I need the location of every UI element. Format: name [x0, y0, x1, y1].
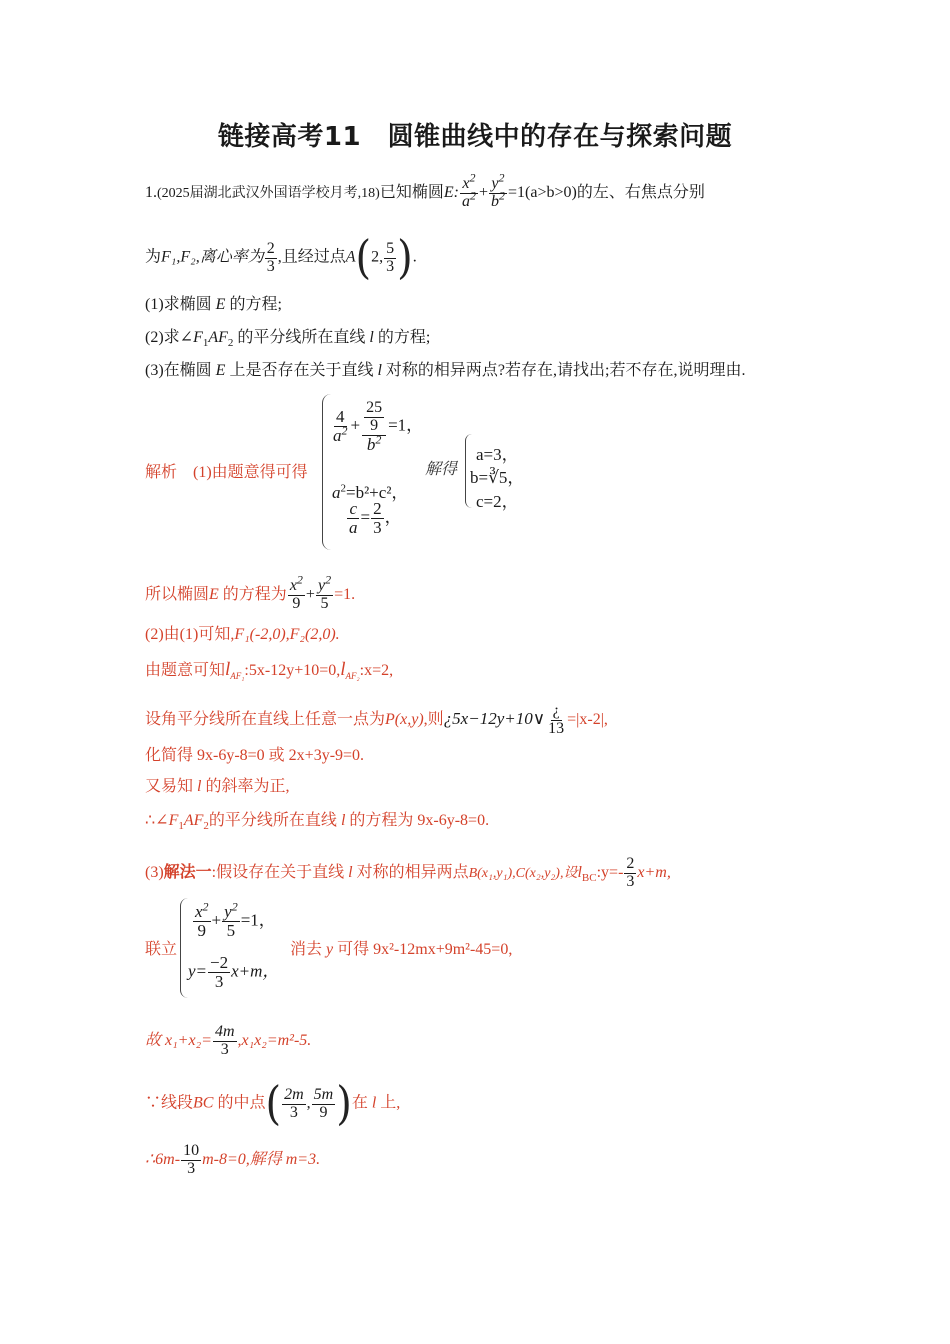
- question-2-text: (2)求∠: [145, 329, 194, 346]
- part2-slope-tail: 的斜率为正,: [205, 778, 290, 795]
- question-1-tail: 的方程;: [229, 296, 282, 313]
- line-bc-symbol: l: [577, 863, 582, 881]
- vieta-product: ,x₁x₂=m²-5.: [237, 1031, 312, 1049]
- part2-conclusion-prefix: ∴∠: [145, 812, 169, 829]
- part3-prefix: (3): [145, 863, 164, 881]
- solution-part2-distance: 设角平分线所在直线上任意一点为P(x,y),则¿5x−12y+10∨ $\frac{¿}{13}$ =|x-2|,: [145, 702, 608, 737]
- question-2: (2)求$\angle F_1AF_2$ 的平分线所在直线 l 的方程;: [145, 329, 431, 350]
- system1-row2-text: =b²+c²，: [346, 483, 409, 502]
- midpoint-prefix: ∵线段: [145, 1094, 194, 1112]
- line-af2-equation: :x=2,: [359, 662, 394, 679]
- part2-conclusion-tail: 的方程为 9x-6y-8=0.: [349, 812, 490, 829]
- part3-method-label: 解法一: [163, 863, 212, 881]
- point-a-x: 2: [371, 248, 380, 266]
- part1-result-mid: 的方程为: [222, 585, 287, 603]
- point-a-label: A: [345, 248, 356, 266]
- part3-assume: :假设存在关于直线: [211, 863, 345, 881]
- part3-quadratic: 可得 9x²-12mx+9m²-45=0,: [337, 941, 513, 958]
- vieta-sum: 故 x₁+x₂=: [145, 1031, 212, 1049]
- line-bc-eq: :y=-: [596, 863, 624, 881]
- part1-result-end: =1.: [334, 585, 356, 603]
- part2-prefix: (2)由(1)可知,: [145, 626, 235, 643]
- final-result: m-8=0,解得 m=3.: [202, 1150, 321, 1168]
- part3-points: B(x₁,y₁),C(x₂,y₂),设: [468, 865, 578, 881]
- part3-elim-prefix: 消去: [290, 941, 323, 958]
- solution-part2-slope: 又易知 l 的斜率为正,: [145, 778, 290, 795]
- part3-join-label: 联立: [145, 941, 178, 958]
- system3-row1: $\frac{x^2}{9}$ + $\frac{y^2}{5}$ =1，: [195, 899, 276, 940]
- ellipse-name: E:: [443, 183, 459, 201]
- question-1-text: (1)求椭圆: [145, 296, 212, 313]
- system1-row2: $a^2=b^2+c^2$，: [332, 482, 409, 502]
- part3-midpoint: ∵线段BC 的中点( $\frac{2m}{3}$ , $\frac{5m}{9}$ )在 l 上,: [145, 1077, 401, 1131]
- line-bc-tail: x+m,: [637, 863, 671, 881]
- system1-row1: $\frac{4}{a^2}$ + $\frac{\frac{25}{9}}{b^2}$ =1，: [333, 399, 424, 454]
- problem-source: (2025届湖北武汉外国语学校月考,18): [157, 185, 380, 201]
- system3-row2: y= $\frac{-2}{3}$ x+m，: [188, 953, 280, 991]
- line-af1-equation: :5x-12y+10=0,: [244, 662, 341, 679]
- midpoint-on-tail: 上,: [380, 1094, 401, 1112]
- part2-foci-coordinates: F₁(-2,0),F₂(2,0).: [234, 626, 340, 643]
- system2-row-b: b=∛5，: [470, 468, 525, 487]
- system2-row-c: c=2，: [476, 492, 519, 511]
- ellipse-equation-tail: =1(a>b>0)的左、右焦点分别: [507, 183, 705, 201]
- question-3-text: (3)在椭圆: [145, 362, 212, 379]
- problem-line2-mid: ,且经过点: [277, 248, 346, 266]
- problem-intro: 已知椭圆: [379, 183, 444, 201]
- solution-part2-lines: 由题意可知$l_{AF_1}:5x-12y+10=0,l_{AF_2}:x=2$,: [145, 659, 394, 682]
- point-p: P(x,y): [385, 710, 424, 728]
- part2-set-point: 设角平分线所在直线上任意一点为: [145, 710, 386, 728]
- point-a-y: $\frac{5}{3}$: [386, 239, 395, 275]
- solution-part1-result: 所以椭圆E 的方程为 $\frac{x^2}{9}$ + $\frac{y^2}{5}$ =1.: [145, 572, 356, 612]
- part1-result-text: 所以椭圆: [145, 585, 210, 603]
- fraction-y2-b2: $\frac{y^2}{b^2}$: [490, 170, 505, 210]
- system2-row-a: a=3，: [476, 445, 519, 464]
- eccentricity-fraction: $\frac{2}{3}$: [266, 239, 275, 275]
- segment-bc: BC: [193, 1094, 214, 1112]
- question-1: (1)求椭圆 E 的方程;: [145, 296, 282, 313]
- page-title: 链接高考11 圆锥曲线中的存在与探索问题: [217, 122, 733, 152]
- midpoint-text: 的中点: [217, 1094, 266, 1112]
- solution-part1-text: (1)由题意得可得: [193, 464, 308, 481]
- problem-line-1: 1.(2025届湖北武汉外国语学校月考,18)已知椭圆E: $\frac{x^2}{a^2}$ + $\frac{y^2}{b^2}$ =1(a>b>0)的左、右焦点分别: [145, 170, 705, 210]
- distance-expression: ¿5x−12y+10∨: [443, 708, 546, 728]
- part2-conclusion-mid: 的平分线所在直线: [208, 812, 337, 829]
- final-equation-prefix: ∴6m-: [145, 1150, 181, 1168]
- part2-then: ,则: [423, 710, 444, 728]
- solution-part2-foci: [145, 625, 340, 645]
- system-brace-3: [180, 898, 188, 998]
- part3-eliminate: 消去 y 可得 9x²-12mx+9m²-45=0,: [290, 941, 513, 958]
- midpoint-on: 在: [351, 1094, 368, 1112]
- solution-label: 解析: [145, 464, 178, 481]
- problem-line-2: 为F₁,F₂,离心率为 $\frac{2}{3}$ ,且经过点A(2, $\frac{5}{3}$ ).: [145, 231, 417, 285]
- solution-part1-intro: [145, 463, 308, 483]
- problem-number: 1.: [145, 183, 157, 201]
- part3-vieta: 故 x₁+x₂= $\frac{4m}{3}$ ,x₁x₂=m²-5.: [145, 1023, 312, 1058]
- solution-part3-intro: (3)解法一:假设存在关于直线 l 对称的相异两点B(x₁,y₁),C(x₂,y₂),设$l_{BC}:y=-$ $\frac{2}{3}$ x+m,: [145, 855, 671, 890]
- part3-final: ∴6m- $\frac{10}{3}$ m-8=0,解得 m=3.: [145, 1142, 321, 1177]
- distance-tail: =|x-2|,: [567, 710, 608, 728]
- solution-part2-simplify: 化简得 9x-6y-8=0 或 2x+3y-9=0.: [145, 747, 365, 764]
- fraction-x2-a2: $\frac{x^2}{a^2}$: [461, 170, 476, 210]
- part2-line-intro: 由题意可知: [145, 662, 226, 679]
- problem-line2-prefix: 为: [145, 248, 162, 266]
- problem-foci: F₁,F₂,离心率为: [161, 248, 264, 266]
- question-3: (3)在椭圆 E 上是否存在关于直线 l 对称的相异两点?若存在,请找出;若不存在,说明理由.: [145, 362, 746, 379]
- part2-slope-text: 又易知: [145, 778, 194, 795]
- solution-part2-conclusion: $\therefore\angle F_1AF_2$的平分线所在直线 l 的方程为 9x-6y-8=0.: [145, 812, 490, 833]
- solve-word: 解得: [425, 461, 458, 478]
- line-bc-subscript: BC: [581, 872, 597, 885]
- system1-row3: $\frac{c}{a}$ = $\frac{2}{3}$ ，: [349, 499, 402, 537]
- question-2-tail: 的方程;: [377, 329, 431, 346]
- question-2-mid: 的平分线所在直线: [237, 329, 366, 346]
- system1-row1-eq: =1，: [388, 415, 424, 435]
- question-3-mid: 上是否存在关于直线: [229, 362, 374, 379]
- question-3-tail: 对称的相异两点?若存在,请找出;若不存在,说明理由.: [385, 362, 746, 379]
- part3-symmetric: 对称的相异两点: [356, 863, 469, 881]
